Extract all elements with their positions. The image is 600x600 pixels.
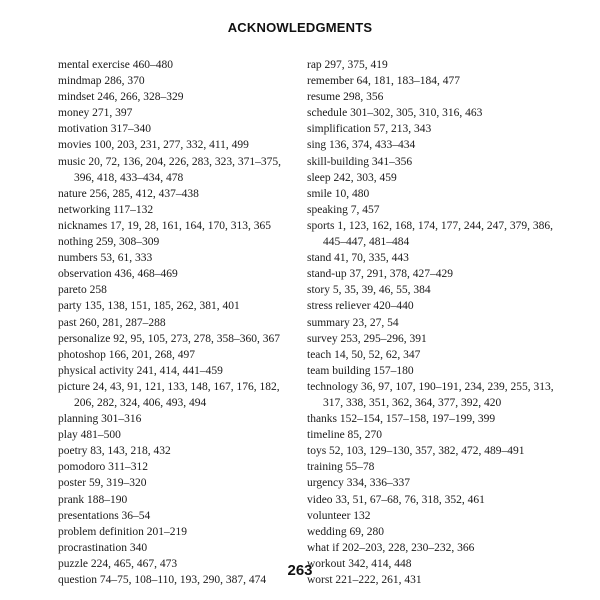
index-entry: rap 297, 375, 419 (307, 59, 388, 71)
index-entry: speaking 7, 457 (307, 203, 380, 216)
index-entry: numbers 53, 61, 333 (58, 252, 153, 265)
index-entry: play 481–500 (58, 429, 121, 442)
index-entry: question 74–75, 108–110, 193, 290, 387, 474 (58, 574, 267, 586)
index-entry: poetry 83, 143, 218, 432 (58, 445, 171, 458)
index-entry: story 5, 35, 39, 46, 55, 384 (307, 284, 431, 297)
index-entry: pareto 258 (58, 284, 107, 297)
index-entry: mindset 246, 266, 328–329 (58, 91, 184, 104)
index-entry: networking 117–132 (58, 203, 154, 216)
index-entry: movies 100, 203, 231, 277, 332, 411, 499 (58, 139, 249, 152)
index-column-right (307, 57, 557, 588)
index-entry: stand-up 37, 291, 378, 427–429 (307, 268, 453, 281)
index-entry: what if 202–203, 228, 230–232, 366 (307, 541, 475, 554)
index-entry: workout 342, 414, 448 (307, 557, 412, 570)
index-entry: pomodoro 311–312 (58, 461, 148, 474)
index-entry: remember 64, 181, 183–184, 477 (307, 75, 460, 88)
index-entry: toys 52, 103, 129–130, 357, 382, 472, 489–491 (307, 445, 525, 458)
page-number: 263 (287, 562, 313, 579)
index-entry: training 55–78 (307, 461, 375, 474)
index-entry: photoshop 166, 201, 268, 497 (58, 348, 196, 361)
index-entry: team building 157–180 (307, 364, 414, 377)
index-entry: picture 24, 43, 91, 121, 133, 148, 167, 176, 182, 206, 282, 324, 406, 493, 494 (58, 380, 280, 409)
index-entry: presentations 36–54 (58, 509, 151, 522)
index-entry: procrastination 340 (58, 541, 148, 554)
index-entry: past 260, 281, 287–288 (58, 316, 166, 329)
index-entry: wedding 69, 280 (307, 525, 384, 538)
index-entry: party 135, 138, 151, 185, 262, 381, 401 (58, 300, 240, 313)
index-entry: physical activity 241, 414, 441–459 (58, 364, 223, 377)
index-entry: sports 1, 123, 162, 168, 174, 177, 244, 247, 379, 386, 445–447, 481–484 (307, 219, 553, 249)
index-entry: survey 253, 295–296, 391 (307, 332, 427, 345)
index-entry: thanks 152–154, 157–158, 197–199, 399 (307, 413, 496, 426)
index-entry: nicknames 17, 19, 28, 161, 164, 170, 313, 365 (58, 219, 272, 232)
index-entry: mental exercise 460–480 (58, 59, 173, 71)
index-entry: prank 188–190 (58, 493, 128, 506)
index-entry: resume 298, 356 (307, 91, 384, 104)
index-entry: worst 221–222, 261, 431 (307, 574, 422, 586)
index-entry: schedule 301–302, 305, 310, 316, 463 (307, 107, 483, 120)
index-entry: planning 301–316 (58, 413, 142, 426)
index-entry: nature 256, 285, 412, 437–438 (58, 187, 199, 200)
index-entry: sleep 242, 303, 459 (307, 171, 397, 184)
index-entry: teach 14, 50, 52, 62, 347 (307, 348, 421, 361)
index-entry: skill-building 341–356 (307, 155, 413, 168)
index-entry: music 20, 72, 136, 204, 226, 283, 323, 371–375, 396, 418, 433–434, 478 (58, 155, 281, 184)
index-entry: money 271, 397 (58, 107, 133, 120)
page-header: ACKNOWLEDGMENTS (227, 20, 373, 35)
index-entry: stress reliever 420–440 (307, 300, 414, 313)
index-entry: urgency 334, 336–337 (307, 477, 410, 490)
index-entry: simplification 57, 213, 343 (307, 123, 432, 136)
index-entry: motivation 317–340 (58, 123, 151, 136)
index-entry: poster 59, 319–320 (58, 477, 147, 490)
index-entry: technology 36, 97, 107, 190–191, 234, 239, 255, 313, 317, 338, 351, 362, 364, 377, 392, 420 (307, 380, 554, 409)
index-entry: timeline 85, 270 (307, 429, 383, 442)
index-entry: puzzle 224, 465, 467, 473 (58, 557, 178, 570)
index-entry: mindmap 286, 370 (58, 75, 145, 88)
index-entry: stand 41, 70, 335, 443 (307, 252, 409, 265)
index-entry: nothing 259, 308–309 (58, 236, 160, 249)
index-entry: summary 23, 27, 54 (307, 316, 399, 329)
index-column-left (58, 57, 302, 588)
index-entry: problem definition 201–219 (58, 525, 188, 538)
index-entry: observation 436, 468–469 (58, 268, 178, 281)
index-entry: volunteer 132 (307, 509, 371, 522)
index-entry: personalize 92, 95, 105, 273, 278, 358–360, 367 (58, 332, 280, 345)
index-entry: sing 136, 374, 433–434 (307, 139, 416, 152)
index-entry: smile 10, 480 (307, 187, 370, 200)
index-entry: video 33, 51, 67–68, 76, 318, 352, 461 (307, 493, 485, 506)
